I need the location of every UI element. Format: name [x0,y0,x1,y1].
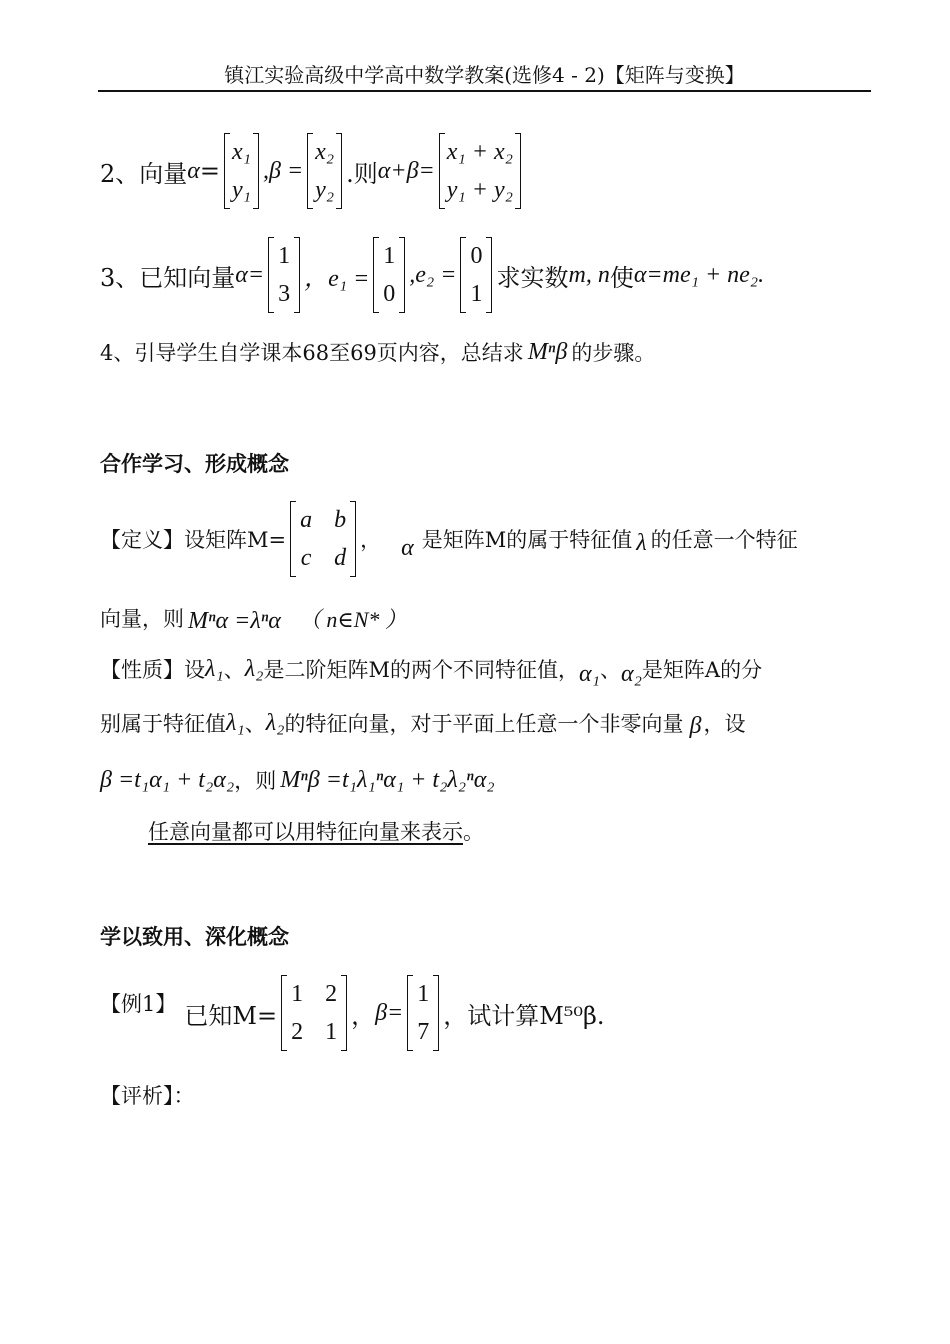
property-sep: 、 [244,712,266,736]
vector-cell: y₁ [232,177,251,203]
item3-use: 使 [609,263,634,292]
property-sep: 、 [223,658,245,682]
item2-comma-beta: ,β = [263,157,304,184]
example1-beta-eq: β= [375,999,404,1026]
vector-cell: x₁ [232,139,251,165]
property-text2: 是矩阵A的分 [641,658,763,682]
property-alpha1: α₁ [579,660,600,687]
item3-alpha-eq: α= [235,261,265,288]
analysis [100,1080,195,1110]
property-lambda2: λ₂ [265,709,285,736]
example1-comma: ， [351,1001,376,1030]
definition-text1: 是矩阵M的属于特征值 [421,528,633,552]
item-2 [100,132,525,210]
matrix-cell: 2 [325,981,338,1007]
vector-cell: 1 [383,243,396,269]
property-lambda2: λ₂ [244,655,264,682]
definition-condition: （ n∈N* ） [298,606,407,632]
item4-text-after: 的步骤。 [571,341,656,365]
definition-label: 【定义】设矩阵M= [100,528,287,552]
item-3 [100,236,764,314]
matrix-cell: b [334,507,347,533]
vector-cell: 0 [470,243,483,269]
matrix-abcd [290,501,356,577]
item4-text-before: 4、引导学生自学课本68至69页内容，总结求 [100,341,524,365]
definition-alpha: α [401,534,414,561]
property-line-1 [100,648,872,690]
item4-expr: Mⁿβ [527,338,568,365]
item-4 [100,334,655,370]
property-line-2 [100,702,872,744]
property-note-text: 任意向量都可以用特征向量来表示 [148,820,463,844]
property-line2-text1: 别属于特征值 [100,712,226,736]
vector-cell: y₁ + y₂ [446,177,513,203]
example1-known: 已知M= [184,1001,278,1030]
item2-num: 2、向量 [100,159,188,188]
matrix-cell: 1 [291,981,304,1007]
property-line3-expr2: Mⁿβ =t₁λ₁ⁿα₁ + t₂λ₂ⁿα₂ [280,766,495,793]
property-line3-expr1: β =t₁α₁ + t₂α₂ [100,766,235,793]
property-alpha2: α₂ [620,660,642,687]
vector-cell: x₁ + x₂ [446,139,513,165]
vector-e1 [373,237,405,313]
header-title: 镇江实验高级中学高中数学教案(选修4 - 2)【矩阵与变换】 [224,63,745,87]
item2-sum: α+β= [377,157,435,184]
vector-cell: x₂ [315,139,335,165]
vector-cell: 1 [278,243,291,269]
vector-beta-example [407,975,439,1051]
vector-cell: 1 [417,981,430,1007]
definition-line2-text: 向量，则 [100,607,184,631]
property-beta: β [689,712,702,739]
item3-tail-text: 求实数 [496,263,569,292]
property-line2-text2: 的特征向量，对于平面上任意一个非零向量 [284,712,684,736]
section-heading-apply-learning [100,921,289,951]
page-header [98,62,871,92]
vector-alpha-values [268,237,300,313]
matrix-cell: c [300,545,312,571]
example1-task: ，试计算M⁵⁰β. [443,1001,605,1030]
item3-tail-expr: α=me₁ + ne₂. [633,261,765,288]
item3-mn: m, n [568,261,610,288]
item3-num: 3、已知向量 [100,263,236,292]
item3-e1: ，e₁ = [304,265,370,292]
property-note-end: 。 [463,820,484,844]
definition-text2: 的任意一个特征 [650,528,798,552]
property-label: 【性质】设 [100,658,205,682]
vector-e2 [460,237,492,313]
vector-sum [439,133,521,209]
vector-beta [307,133,342,209]
item3-e2: ,e₂ = [409,261,457,288]
definition-line-2 [100,598,407,638]
section2-title: 学以致用、深化概念 [100,925,289,949]
matrix-cell: d [334,545,347,571]
example1-label: 【例1】 [100,992,177,1016]
vector-cell: 7 [417,1019,430,1045]
definition-line2-expr: Mⁿα =λⁿα [188,607,281,634]
vector-cell: y₂ [315,177,335,203]
property-lambda1: λ₁ [205,655,224,682]
example-1 [100,974,605,1052]
property-line3-text: ，则 [234,769,277,793]
property-lambda1: λ₁ [226,709,245,736]
item2-then: .则 [346,159,378,188]
property-line2-text3: ，设 [703,712,746,736]
property-sep: 、 [599,658,621,682]
section-heading-cooperative-learning [100,448,289,478]
matrix-cell: 2 [291,1019,304,1045]
vector-cell: 1 [470,281,483,307]
item2-alpha: α [187,157,200,184]
definition-line-1 [100,500,872,578]
matrix-cell: 1 [325,1019,338,1045]
property-line-3 [100,758,495,802]
item2-eq: = [199,157,220,185]
property-note [148,816,484,846]
vector-cell: 3 [278,281,291,307]
matrix-cell: a [300,507,313,533]
definition-lambda: λ [636,529,647,556]
section1-title: 合作学习、形成概念 [100,452,289,476]
property-text1: 是二阶矩阵M的两个不同特征值， [263,658,580,682]
matrix-m [281,975,347,1051]
vector-alpha [224,133,259,209]
analysis-label: 【评析】： [100,1084,195,1108]
vector-cell: 0 [383,281,396,307]
definition-comma: ， [360,528,382,552]
